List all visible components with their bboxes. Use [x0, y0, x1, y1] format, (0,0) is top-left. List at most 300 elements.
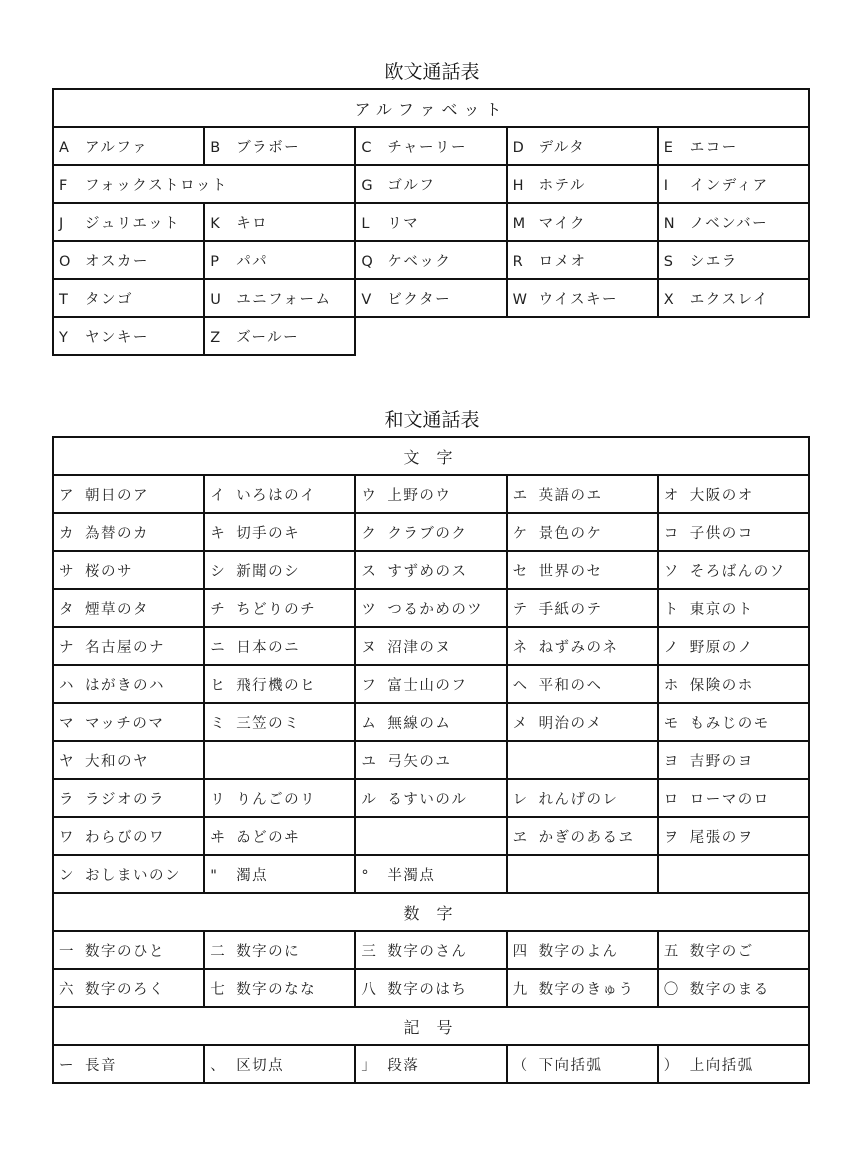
cell-key: E [663, 139, 673, 156]
table-cell [53, 855, 204, 893]
cell-word: クラブのク [387, 525, 468, 542]
cell-key: 二 [210, 943, 225, 960]
cell-word: シエラ [689, 253, 738, 270]
cell-word: キロ [236, 215, 269, 232]
table-cell [507, 127, 658, 165]
cell-word: ホテル [538, 177, 586, 194]
table-cell [507, 203, 658, 241]
cell-word: ちどりのチ [236, 601, 317, 618]
table-cell [658, 589, 809, 627]
cell-word: デルタ [538, 139, 586, 156]
cell-key: コ [663, 525, 679, 542]
table-row [53, 165, 809, 203]
table-cell [204, 317, 355, 355]
cell-word: ローマのロ [689, 791, 770, 808]
table-cell [507, 855, 658, 893]
cell-word: わらびのワ [85, 829, 165, 846]
cell-word: 数字のはち [387, 981, 468, 998]
cell-key: ラ [59, 791, 74, 808]
table-row [53, 741, 809, 779]
table-cell [507, 817, 658, 855]
cell-key: H [512, 177, 524, 194]
cell-word: 世界のセ [538, 563, 603, 580]
table-cell [355, 589, 506, 627]
table-cell [658, 703, 809, 741]
cell-word: パパ [236, 253, 269, 270]
cell-word: 尾張のヲ [689, 829, 754, 846]
table-cell [53, 627, 204, 665]
table-cell [355, 127, 506, 165]
empty-space [355, 317, 506, 355]
cell-key: O [59, 253, 71, 270]
cell-key: カ [59, 525, 74, 542]
cell-key: シ [210, 563, 225, 580]
cell-key: 九 [512, 981, 528, 998]
cell-word: りんごのリ [236, 791, 317, 808]
cell-key: W [512, 291, 527, 308]
table-cell [204, 741, 355, 779]
table-cell [658, 969, 809, 1007]
table-row [53, 317, 809, 355]
cell-word: 為替のカ [85, 525, 149, 542]
cell-key: 」 [361, 1057, 376, 1074]
table-cell [507, 969, 658, 1007]
table-cell [355, 513, 506, 551]
cell-key: ロ [663, 791, 679, 808]
cell-key: 八 [361, 981, 376, 998]
cell-key: G [361, 177, 373, 194]
table-cell [53, 703, 204, 741]
alphabet-table-title: 欧文通話表 [384, 61, 480, 83]
cell-key: （ [512, 1057, 528, 1074]
table-cell [53, 931, 204, 969]
cell-key: ノ [663, 639, 679, 656]
cell-word: インディア [689, 177, 769, 194]
cell-key: J [59, 215, 64, 232]
table-row [53, 855, 809, 893]
table-cell [658, 817, 809, 855]
table-cell [355, 931, 506, 969]
cell-key: ° [361, 867, 369, 884]
cell-key: X [663, 291, 674, 308]
cell-key: ー [59, 1057, 74, 1074]
section-header: 数 字 [53, 893, 809, 931]
table-cell [507, 703, 658, 741]
table-cell [204, 931, 355, 969]
table-cell [658, 741, 809, 779]
table-cell [204, 513, 355, 551]
table-cell [204, 627, 355, 665]
table-row [53, 1045, 809, 1083]
table-cell [204, 665, 355, 703]
table-cell [204, 817, 355, 855]
table-cell [507, 513, 658, 551]
table-cell [204, 779, 355, 817]
cell-word: 子供のコ [689, 525, 754, 542]
table-cell [507, 165, 658, 203]
cell-key: モ [663, 715, 679, 732]
table-row [53, 969, 809, 1007]
cell-word: 数字のさん [387, 943, 468, 960]
cell-word: エコー [689, 139, 738, 156]
cell-key: イ [210, 487, 225, 504]
table-cell [507, 551, 658, 589]
cell-word: 桜のサ [85, 563, 133, 580]
cell-key: F [59, 177, 68, 194]
cell-word: 切手のキ [236, 525, 301, 542]
cell-key: ケ [512, 525, 528, 542]
cell-word: タンゴ [85, 291, 133, 308]
cell-key: K [210, 215, 220, 232]
table-cell [658, 127, 809, 165]
table-cell [658, 779, 809, 817]
cell-key: 〇 [663, 981, 679, 998]
cell-word: 手紙のテ [538, 601, 603, 618]
table-cell [658, 241, 809, 279]
cell-word: 野原のノ [689, 639, 754, 656]
table-row [53, 589, 809, 627]
cell-key: ネ [512, 639, 528, 656]
cell-key: レ [512, 791, 528, 808]
table-cell [53, 317, 204, 355]
cell-word: 富士山のフ [387, 677, 468, 694]
cell-word: ジュリエット [85, 215, 181, 232]
cell-word: ヤンキー [85, 329, 149, 346]
table-cell [53, 165, 355, 203]
cell-key: ツ [361, 601, 376, 618]
table-cell [53, 475, 204, 513]
cell-word: ノベンバー [689, 215, 769, 232]
cell-key: キ [210, 525, 225, 542]
cell-key: A [59, 139, 69, 156]
cell-key: ヲ [663, 829, 679, 846]
cell-key: ヱ [512, 829, 528, 846]
cell-key: D [512, 139, 524, 156]
cell-key: ） [663, 1057, 679, 1074]
cell-key: オ [663, 487, 679, 504]
cell-key: 五 [663, 943, 679, 960]
table-cell [53, 551, 204, 589]
table-cell [658, 165, 809, 203]
table-cell [53, 1045, 204, 1083]
cell-word: 東京のト [689, 601, 754, 618]
table-cell [204, 127, 355, 165]
cell-key: ミ [210, 715, 225, 732]
table-cell [507, 1045, 658, 1083]
cell-word: フォックストロット [85, 177, 228, 194]
cell-word: 長音 [85, 1057, 117, 1074]
cell-key: マ [59, 715, 74, 732]
cell-key: ウ [361, 487, 376, 504]
table-cell [507, 931, 658, 969]
cell-key: 、 [210, 1057, 225, 1074]
cell-word: 保険のホ [689, 677, 754, 694]
table-cell [507, 627, 658, 665]
table-cell [204, 551, 355, 589]
cell-key: 一 [59, 943, 74, 960]
cell-key: チ [210, 601, 225, 618]
table-cell [204, 241, 355, 279]
cell-key: ニ [210, 639, 225, 656]
table-cell [507, 665, 658, 703]
cell-word: ラジオのラ [85, 791, 165, 808]
table-cell [658, 665, 809, 703]
cell-key: メ [512, 715, 528, 732]
table-cell [355, 855, 506, 893]
cell-word: マイク [538, 215, 586, 232]
cell-key: タ [59, 601, 74, 618]
cell-word: 吉野のヨ [689, 753, 754, 770]
table-cell [355, 241, 506, 279]
cell-key: ト [663, 601, 679, 618]
cell-word: ゴルフ [387, 177, 436, 194]
cell-word: 数字のろく [85, 981, 165, 998]
cell-key: S [663, 253, 673, 270]
cell-key: " [210, 867, 217, 884]
table-cell [53, 969, 204, 1007]
table-cell [507, 241, 658, 279]
cell-word: ズールー [236, 329, 300, 346]
table-cell [53, 513, 204, 551]
table-row [53, 513, 809, 551]
cell-key: 七 [210, 981, 225, 998]
cell-word: 景色のケ [538, 525, 603, 542]
cell-key: ワ [59, 829, 74, 846]
cell-key: T [59, 291, 68, 308]
cell-word: 大阪のオ [689, 487, 754, 504]
cell-word: ねずみのネ [538, 639, 619, 656]
table-cell [204, 1045, 355, 1083]
cell-word: 濁点 [236, 867, 269, 884]
table-row [53, 241, 809, 279]
cell-key: P [210, 253, 219, 270]
cell-word: るすいのル [387, 791, 468, 808]
table-cell [53, 279, 204, 317]
cell-word: 平和のヘ [538, 677, 603, 694]
cell-key: ス [361, 563, 376, 580]
cell-word: はがきのハ [85, 677, 165, 694]
cell-word: ユニフォーム [236, 291, 332, 308]
cell-key: 四 [512, 943, 528, 960]
table-cell [658, 203, 809, 241]
table-cell [53, 589, 204, 627]
table-cell [507, 475, 658, 513]
table-cell [53, 779, 204, 817]
cell-key: ア [59, 487, 74, 504]
table-row [53, 551, 809, 589]
table-row [53, 279, 809, 317]
table-cell [658, 627, 809, 665]
cell-word: ウイスキー [538, 291, 618, 308]
table-cell [658, 1045, 809, 1083]
cell-key: Z [210, 329, 221, 346]
table-cell [355, 703, 506, 741]
table-cell [204, 475, 355, 513]
cell-word: 数字のきゅう [538, 981, 635, 998]
kana-phonetic-table [52, 436, 810, 1084]
cell-word: 数字のご [689, 943, 754, 960]
cell-word: 数字のなな [236, 981, 317, 998]
table-row [53, 817, 809, 855]
cell-word: 数字のまる [689, 981, 770, 998]
cell-key: ク [361, 525, 376, 542]
table-cell [355, 165, 506, 203]
cell-word: ビクター [387, 291, 452, 308]
cell-word: おしまいのン [85, 867, 181, 884]
cell-key: リ [210, 791, 225, 808]
cell-word: 下向括弧 [538, 1057, 603, 1074]
cell-key: テ [512, 601, 528, 618]
cell-word: 沼津のヌ [387, 639, 452, 656]
table-cell [204, 855, 355, 893]
table-cell [355, 551, 506, 589]
cell-key: セ [512, 563, 528, 580]
table-cell [204, 279, 355, 317]
cell-key: ホ [663, 677, 679, 694]
table-cell [355, 665, 506, 703]
cell-word: 三笠のミ [236, 715, 301, 732]
cell-key: ル [361, 791, 376, 808]
cell-word: 明治のメ [538, 715, 603, 732]
cell-word: 大和のヤ [85, 753, 149, 770]
cell-word: 区切点 [236, 1057, 285, 1074]
table-row [53, 703, 809, 741]
table-cell [355, 969, 506, 1007]
table-cell [507, 279, 658, 317]
table-cell [355, 203, 506, 241]
cell-key: ハ [59, 677, 74, 694]
cell-word: ブラボー [236, 139, 301, 156]
table-cell [355, 627, 506, 665]
cell-key: エ [512, 487, 528, 504]
cell-key: ン [59, 867, 74, 884]
cell-word: エクスレイ [689, 291, 769, 308]
table-cell [204, 703, 355, 741]
cell-word: そろばんのソ [689, 563, 786, 580]
cell-word: 数字のよん [538, 943, 619, 960]
cell-word: ケベック [387, 253, 452, 270]
empty-space [507, 317, 658, 355]
cell-key: ヒ [210, 677, 225, 694]
cell-key: フ [361, 677, 376, 694]
cell-word: ロメオ [538, 253, 587, 270]
table-cell [507, 779, 658, 817]
cell-word: ゐどのヰ [236, 829, 301, 846]
table-cell [53, 665, 204, 703]
cell-word: 名古屋のナ [85, 639, 165, 656]
alphabet-phonetic-table [52, 88, 810, 356]
section-header: 記 号 [53, 1007, 809, 1045]
cell-key: ヌ [361, 639, 376, 656]
table-cell [658, 931, 809, 969]
cell-word: 上向括弧 [689, 1057, 754, 1074]
cell-word: チャーリー [387, 139, 467, 156]
table-row [53, 627, 809, 665]
cell-key: ヘ [512, 677, 528, 694]
cell-word: オスカー [85, 253, 149, 270]
table-cell [658, 551, 809, 589]
cell-word: 朝日のア [85, 487, 149, 504]
table-cell [355, 741, 506, 779]
cell-key: ユ [361, 753, 376, 770]
cell-word: 無線のム [387, 715, 452, 732]
cell-key: ヤ [59, 753, 74, 770]
table-cell [355, 779, 506, 817]
table-cell [355, 817, 506, 855]
table-cell [658, 279, 809, 317]
table-row [53, 779, 809, 817]
empty-space [658, 317, 809, 355]
table-cell [658, 475, 809, 513]
cell-word: もみじのモ [689, 715, 770, 732]
table-cell [355, 279, 506, 317]
cell-word: つるかめのツ [387, 601, 484, 618]
table-row [53, 931, 809, 969]
table-row [53, 665, 809, 703]
cell-word: いろはのイ [236, 487, 317, 504]
table-row [53, 203, 809, 241]
cell-key: L [361, 215, 370, 232]
cell-key: N [663, 215, 675, 232]
section-header: 文 字 [53, 437, 809, 475]
table-cell [53, 817, 204, 855]
table-cell [355, 1045, 506, 1083]
table-cell [53, 203, 204, 241]
cell-word: 段落 [387, 1057, 420, 1074]
cell-key: 三 [361, 943, 376, 960]
cell-key: ヨ [663, 753, 679, 770]
section-header: アルファベット [53, 89, 809, 127]
cell-word: すずめのス [387, 563, 468, 580]
table-cell [507, 589, 658, 627]
cell-key: M [512, 215, 526, 232]
cell-key: ム [361, 715, 376, 732]
cell-key: 六 [59, 981, 74, 998]
table-cell [53, 741, 204, 779]
table-cell [204, 589, 355, 627]
cell-word: マッチのマ [85, 715, 165, 732]
cell-word: 弓矢のユ [387, 753, 452, 770]
cell-word: 数字のひと [85, 943, 165, 960]
table-cell [53, 241, 204, 279]
cell-key: I [663, 177, 669, 194]
table-cell [204, 969, 355, 1007]
cell-word: れんげのレ [538, 791, 619, 808]
table-cell [658, 513, 809, 551]
cell-key: R [512, 253, 523, 270]
cell-key: V [361, 291, 372, 308]
cell-key: ヰ [210, 829, 225, 846]
cell-key: サ [59, 563, 74, 580]
cell-word: かぎのあるヱ [538, 829, 635, 846]
cell-word: 日本のニ [236, 639, 301, 656]
kana-table-title: 和文通話表 [384, 409, 480, 431]
table-row [53, 475, 809, 513]
cell-key: ナ [59, 639, 74, 656]
cell-key: B [210, 139, 221, 156]
cell-word: 半濁点 [387, 867, 436, 884]
cell-word: リマ [387, 215, 420, 232]
cell-word: 英語のエ [538, 487, 603, 504]
cell-word: 飛行機のヒ [236, 677, 317, 694]
table-row [53, 127, 809, 165]
table-cell [204, 203, 355, 241]
cell-word: 数字のに [236, 943, 301, 960]
table-cell [658, 855, 809, 893]
cell-word: 上野のウ [387, 487, 452, 504]
cell-key: U [210, 291, 221, 308]
table-cell [507, 741, 658, 779]
